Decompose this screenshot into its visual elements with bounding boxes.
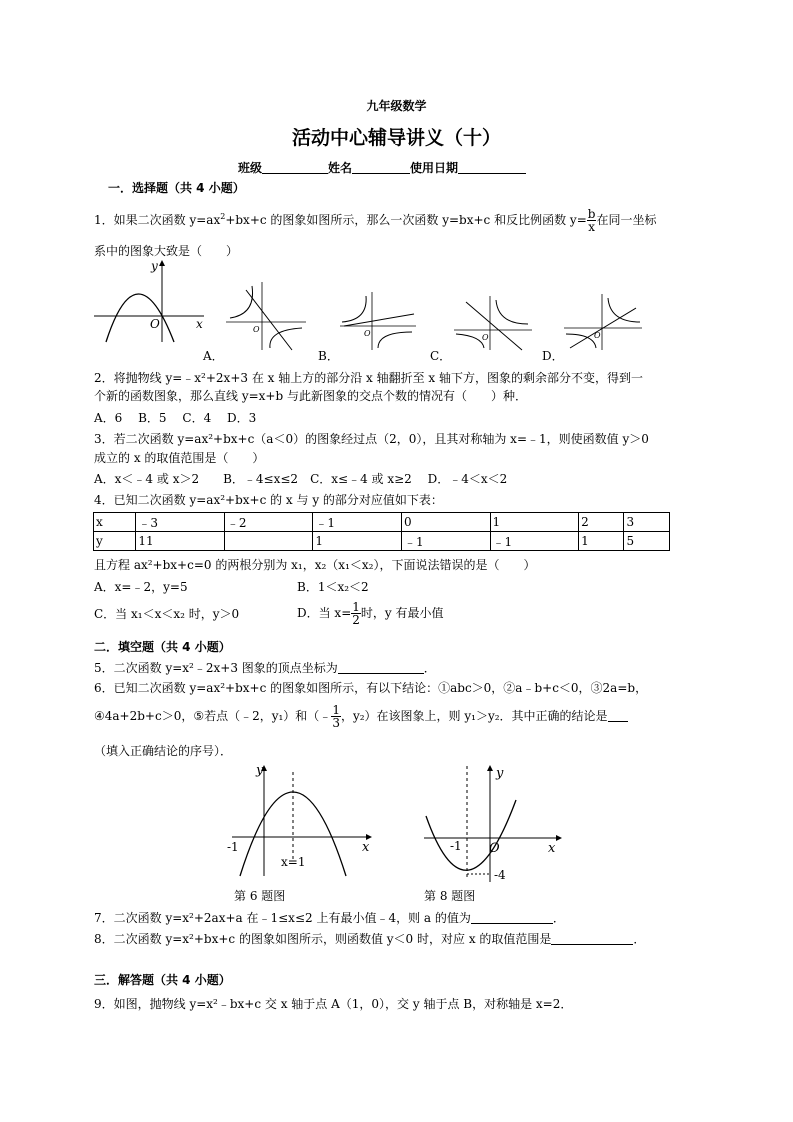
table-cell: y bbox=[94, 532, 136, 551]
q1-y-arrow bbox=[159, 260, 165, 266]
q7-end: ． bbox=[552, 911, 565, 925]
q6-line2 bbox=[94, 703, 628, 729]
table-cell: 1 bbox=[579, 532, 624, 551]
fig8-y-arrow bbox=[487, 765, 493, 771]
q6-answer-blank[interactable] bbox=[608, 709, 628, 722]
fig6-minus-one: -1 bbox=[227, 840, 239, 854]
fig6-axis-label: x=1 bbox=[281, 855, 306, 869]
q2-options[interactable]: A．6 B．5 C．4 D．3 bbox=[94, 411, 257, 425]
q8-end: ． bbox=[633, 932, 646, 946]
q7-text: 7．二次函数 y=x²+2ax+a 在﹣1≤x≤2 上有最小值﹣4，则 a 的值为 bbox=[94, 911, 471, 925]
table-cell: 3 bbox=[624, 513, 670, 532]
grade-label: 九年级数学 bbox=[366, 99, 427, 113]
q4-line2: 且方程 ax²+bx+c=0 的两根分别为 x₁，x₂（x₁＜x₂），下面说法错误的是（ ） bbox=[94, 558, 536, 572]
section-choice: 一．选择题（共 4 小题） bbox=[108, 181, 245, 195]
name-label: 姓名 bbox=[328, 161, 353, 175]
q6-line1: 6．已知二次函数 y=ax²+bx+c 的图象如图所示，有以下结论：①abc＞0，②a﹣b+c＜0，③2a=b， bbox=[94, 681, 648, 695]
q6-text-b: ，y₂）在该图象上，则 y₁＞y₂．其中正确的结论是 bbox=[340, 709, 608, 723]
table-cell: ﹣2 bbox=[224, 513, 313, 532]
q1-option-d-graph bbox=[562, 292, 644, 352]
table-cell: x bbox=[94, 513, 136, 532]
table-cell: 11 bbox=[136, 532, 225, 551]
q1-parabola bbox=[106, 294, 174, 342]
section-solve: 三．解答题（共 4 小题） bbox=[94, 973, 231, 987]
table-cell: 2 bbox=[579, 513, 624, 532]
q8-text: 8．二次函数 y=x²+bx+c 的图象如图所示，则函数值 y＜0 时，对应 x 的取值范围是 bbox=[94, 932, 552, 946]
q3-options[interactable]: A．x＜﹣4 或 x＞2 B．﹣4≤x≤2 C．x≤﹣4 或 x≥2 D．﹣4＜x＜2 bbox=[94, 472, 508, 486]
fig8-minus-one: -1 bbox=[450, 839, 462, 853]
q1-text-c: 在同一坐标 bbox=[596, 213, 657, 227]
table-cell bbox=[224, 532, 313, 551]
q2-line1: 2．将抛物线 y=﹣x²+2x+3 在 x 轴上方的部分沿 x 轴翻折至 x 轴下方，图象的剩余部分不变，得到一 bbox=[94, 371, 644, 385]
q1-y-label: y bbox=[151, 259, 158, 273]
q6-frac-num: 1 bbox=[332, 703, 340, 717]
q4-option-d[interactable] bbox=[297, 600, 444, 626]
fig8-caption: 第 8 题图 bbox=[424, 889, 476, 903]
q1-option-a-graph bbox=[222, 278, 308, 352]
q4-option-b[interactable]: B．1＜x₂＜2 bbox=[297, 580, 369, 594]
svg-text:O: O bbox=[482, 333, 489, 342]
q4-option-d-fraction bbox=[351, 601, 361, 626]
q4-line1: 4．已知二次函数 y=ax²+bx+c 的 x 与 y 的部分对应值如下表： bbox=[94, 493, 443, 507]
svg-text:O: O bbox=[594, 331, 601, 340]
q5-text: 5．二次函数 y=x²﹣2x+3 图象的顶点坐标为 bbox=[94, 661, 338, 675]
q1-option-c-graph bbox=[452, 294, 534, 352]
q4-frac-den: 2 bbox=[352, 613, 360, 627]
q5-line bbox=[94, 660, 436, 676]
q4-option-a[interactable]: A．x=﹣2，y=5 bbox=[94, 580, 188, 594]
q1-frac-num: b bbox=[587, 207, 596, 221]
q3-line1: 3．若二次函数 y=ax²+bx+c（a＜0）的图象经过点（2，0），且其对称轴为 x=﹣1，则使函数值 y＞0 bbox=[94, 432, 649, 446]
q6-line3: （填入正确结论的序号）． bbox=[94, 744, 233, 758]
table-cell: 5 bbox=[624, 532, 670, 551]
info-line bbox=[238, 160, 526, 176]
q4-value-table bbox=[93, 512, 670, 551]
svg-text:O: O bbox=[253, 325, 260, 334]
q1-origin-label: O bbox=[150, 317, 160, 331]
q1-option-a[interactable]: A． bbox=[203, 349, 224, 363]
q5-end: ． bbox=[423, 661, 436, 675]
q4-option-d-text-b: 时，y 有最小值 bbox=[360, 606, 444, 620]
fig8-x-arrow bbox=[556, 835, 562, 841]
q1-line1 bbox=[94, 208, 656, 233]
table-row bbox=[94, 513, 670, 532]
q9-line: 9．如图，抛物线 y=x²﹣bx+c 交 x 轴于点 A（1，0），交 y 轴于点 B，对称轴是 x=2． bbox=[94, 997, 573, 1011]
q2-line2: 个新的函数图象，那么直线 y=x+b 与此新图象的交点个数的情况有（ ）种． bbox=[94, 389, 527, 403]
fig6-parabola bbox=[222, 760, 382, 880]
q1-sup: 2 bbox=[220, 212, 226, 221]
q1-x-label: x bbox=[196, 317, 203, 331]
q1-line2: 系中的图象大致是（ ） bbox=[94, 244, 239, 258]
date-blank[interactable] bbox=[458, 161, 526, 174]
fig6-x-label: x bbox=[362, 840, 370, 855]
q1-option-c[interactable]: C． bbox=[430, 349, 452, 363]
class-label: 班级 bbox=[238, 161, 263, 175]
q1-text-b: +bx+c 的图象如图所示，那么一次函数 y=bx+c 和反比例函数 y= bbox=[225, 213, 587, 227]
fig8-y-label: y bbox=[496, 766, 504, 781]
fig6-caption: 第 6 题图 bbox=[234, 889, 286, 903]
q8-line bbox=[94, 931, 645, 947]
q7-line bbox=[94, 910, 565, 926]
svg-text:O: O bbox=[364, 329, 371, 338]
q1-frac-den: x bbox=[588, 220, 595, 234]
table-cell: ﹣1 bbox=[401, 532, 490, 551]
fig6-y-label: y bbox=[256, 763, 264, 778]
q6-fraction bbox=[331, 704, 341, 729]
q1-fraction bbox=[587, 208, 597, 233]
q1-option-b-graph bbox=[338, 290, 418, 352]
fig8-minus-four: -4 bbox=[494, 868, 506, 882]
fig8-parabola bbox=[420, 760, 570, 884]
q4-frac-num: 1 bbox=[352, 600, 360, 614]
q4-option-d-text-a: D．当 x= bbox=[297, 606, 352, 620]
q5-answer-blank[interactable] bbox=[338, 661, 424, 674]
q1-option-b[interactable]: B． bbox=[318, 349, 339, 363]
table-cell: 1 bbox=[490, 513, 579, 532]
q3-line2: 成立的 x 的取值范围是（ ） bbox=[94, 451, 265, 465]
table-cell: ﹣3 bbox=[136, 513, 225, 532]
page-title: 活动中心辅导讲义（十） bbox=[291, 127, 501, 149]
section-fill: 二．填空题（共 4 小题） bbox=[94, 640, 231, 654]
q1-text-a: 1．如果二次函数 y=ax bbox=[94, 213, 221, 227]
class-blank[interactable] bbox=[262, 161, 328, 174]
q6-frac-den: 3 bbox=[332, 716, 340, 730]
table-cell: 1 bbox=[313, 532, 402, 551]
q6-text-a: ④4a+2b+c＞0，⑤若点（﹣2，y₁）和（﹣ bbox=[94, 709, 332, 723]
fig8-curve bbox=[426, 800, 516, 870]
name-blank[interactable] bbox=[352, 161, 410, 174]
q4-option-c[interactable]: C．当 x₁＜x＜x₂ 时，y＞0 bbox=[94, 607, 240, 621]
date-label: 使用日期 bbox=[410, 161, 459, 175]
table-cell: 0 bbox=[401, 513, 490, 532]
q1-option-d[interactable]: D． bbox=[542, 349, 564, 363]
fig8-origin-label: O bbox=[489, 841, 500, 856]
q8-answer-blank[interactable] bbox=[551, 932, 633, 945]
q1-parabola-figure bbox=[92, 258, 210, 344]
table-row bbox=[94, 532, 670, 551]
table-cell: ﹣1 bbox=[490, 532, 579, 551]
fig8-x-label: x bbox=[548, 841, 556, 856]
q7-answer-blank[interactable] bbox=[471, 911, 553, 924]
table-cell: ﹣1 bbox=[313, 513, 402, 532]
